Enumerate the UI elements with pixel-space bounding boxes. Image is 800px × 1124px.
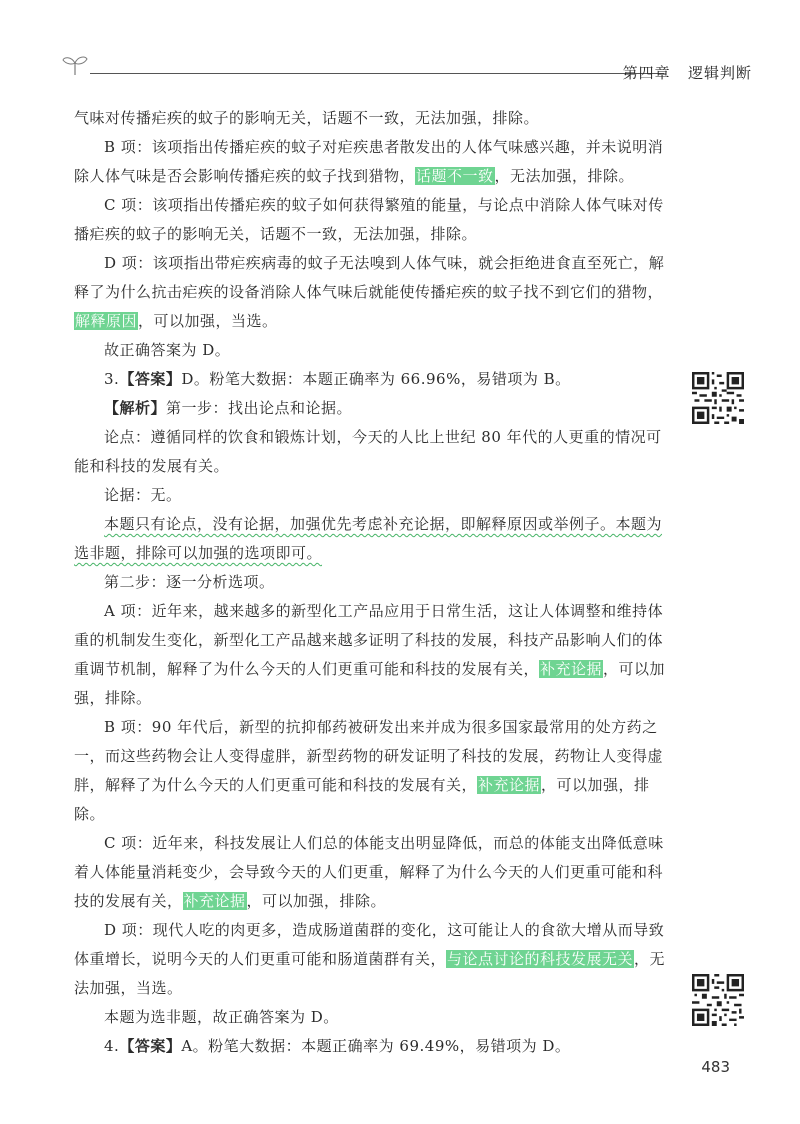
highlight: 补充论据 — [540, 660, 603, 678]
page-number: 483 — [701, 1058, 730, 1076]
page-content — [74, 104, 674, 1061]
chapter-heading — [623, 62, 752, 83]
highlight: 与论点讨论的科技发展无关 — [447, 950, 634, 968]
highlight: 解释原因 — [75, 312, 138, 330]
paragraph: 第二步：逐一分析选项。 — [104, 573, 275, 591]
paragraph: 论据：无。 — [104, 486, 182, 504]
highlight: 补充论据 — [183, 892, 246, 910]
paragraph: 本题为选非题，故正确答案为 D。 — [104, 1008, 339, 1026]
header-rule — [90, 73, 664, 74]
analysis-label: 【解析】 — [104, 399, 167, 417]
analysis-line: 【解析】第一步：找出论点和论据。 — [104, 399, 353, 417]
paragraph: C 项：近年来，科技发展让人们总的体能支出明显降低，而总的体能支出降低意味着人体能量消耗变少，会导致今天的人们更重，解释了为什么今天的人们更重可能和科技的发展有关，补充论据，可以加强，排除。 — [74, 834, 664, 910]
paragraph: D 项：该项指出带疟疾病毒的蚊子无法嗅到人体气味，就会拒绝进食直至死亡，解释了为什么抗击疟疾的设备消除人体气味后就能使传播疟疾的蚊子找不到它们的猎物，解释原因，可以加强，当选。 — [74, 254, 665, 330]
sprout-icon — [62, 54, 88, 76]
answer-line: 4.【答案】A。粉笔大数据：本题正确率为 69.49%，易错项为 D。 — [104, 1037, 571, 1055]
chapter-title: 逻辑判断 — [687, 64, 752, 82]
wavy-underline-text: 本题只有论点，没有论据，加强优先考虑补充论据，即解释原因或举例子。本题为选非题，排除可以加强的选项即可。 — [74, 515, 663, 562]
paragraph: 论点：遵循同样的饮食和锻炼计划，今天的人比上世纪 80 年代的人更重的情况可能和科技的发展有关。 — [74, 428, 662, 475]
paragraph: A 项：近年来，越来越多的新型化工产品应用于日常生活，这让人体调整和维持体重的机制发生变化，新型化工产品越来越多证明了科技的发展，科技产品影响人们的体重调节机制，解释了为什么今天的人们更重可能和科技的发展有关，补充论据，可以加强，排除。 — [74, 602, 666, 707]
paragraph: 气味对传播疟疾的蚊子的影响无关，话题不一致，无法加强，排除。 — [74, 109, 540, 127]
qr-code-icon[interactable] — [692, 372, 744, 424]
answer-label: 【答案】 — [119, 370, 182, 388]
paragraph: 故正确答案为 D。 — [104, 341, 231, 359]
answer-line: 3.【答案】D。粉笔大数据：本题正确率为 66.96%，易错项为 B。 — [104, 370, 571, 388]
paragraph: D 项：现代人吃的肉更多，造成肠道菌群的变化，这可能让人的食欲大增从而导致体重增长，说明今天的人们更重可能和肠道菌群有关，与论点讨论的科技发展无关，无法加强，当选。 — [74, 921, 666, 997]
paragraph — [74, 510, 674, 568]
paragraph: B 项：90 年代后，新型的抗抑郁药被研发出来并成为很多国家最常用的处方药之一，而这些药物会让人变得虚胖，新型药物的研发证明了科技的发展，药物让人变得虚胖，解释了为什么今天的人们更重可能和科技的发展有关，补充论据，可以加强，排除。 — [74, 718, 664, 823]
paragraph: B 项：该项指出传播疟疾的蚊子对疟疾患者散发出的人体气味感兴趣，并未说明消除人体气味是否会影响传播疟疾的蚊子找到猎物，话题不一致，无法加强，排除。 — [74, 138, 664, 185]
answer-label: 【答案】 — [119, 1037, 182, 1055]
highlight: 补充论据 — [478, 776, 541, 794]
qr-code-icon[interactable] — [692, 974, 744, 1026]
chapter-number: 第四章 — [622, 64, 671, 82]
highlight: 话题不一致 — [416, 167, 494, 185]
page-header — [62, 40, 752, 80]
paragraph: C 项：该项指出传播疟疾的蚊子如何获得繁殖的能量，与论点中消除人体气味对传播疟疾的蚊子的影响无关，话题不一致，无法加强，排除。 — [74, 196, 664, 243]
